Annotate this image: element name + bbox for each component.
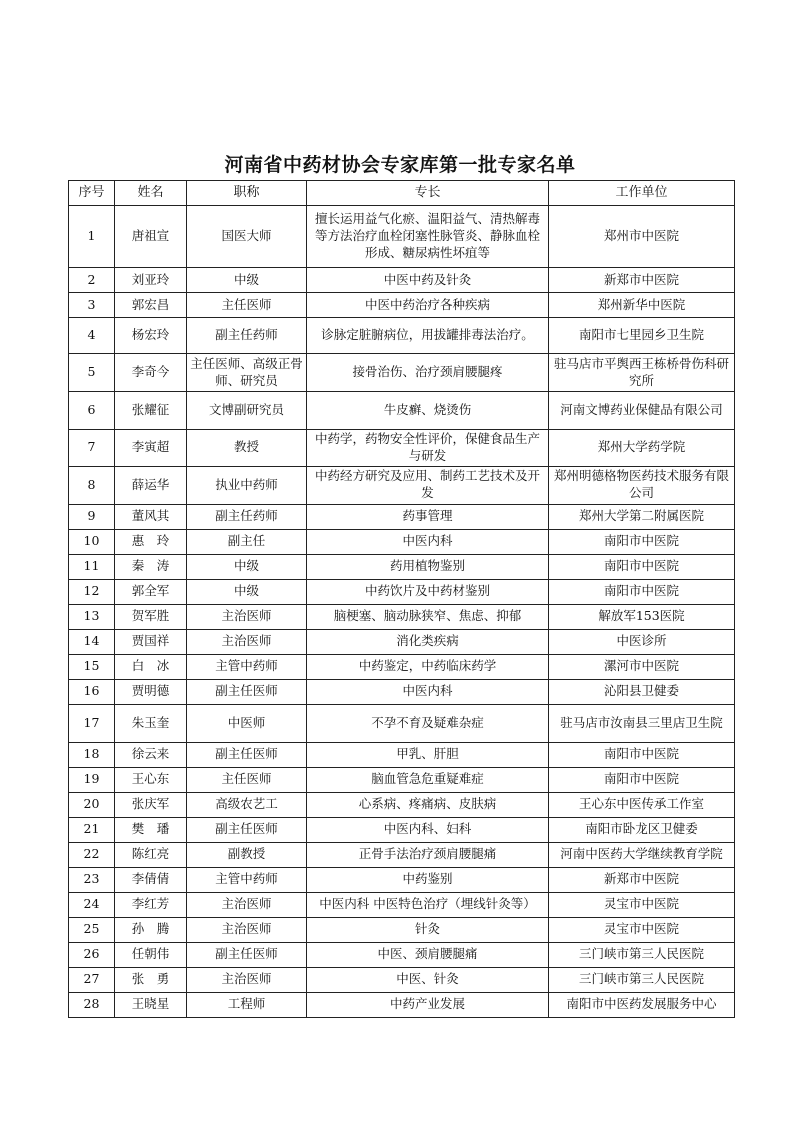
cell-no: 11	[69, 554, 115, 579]
cell-unit: 南阳市中医院	[549, 767, 735, 792]
cell-title: 文博副研究员	[187, 392, 307, 430]
cell-no: 4	[69, 318, 115, 354]
cell-no: 18	[69, 742, 115, 767]
cell-unit: 解放军153医院	[549, 604, 735, 629]
cell-no: 9	[69, 504, 115, 529]
cell-name: 郭宏昌	[115, 293, 187, 318]
cell-title: 副主任医师	[187, 817, 307, 842]
cell-title: 副主任医师	[187, 742, 307, 767]
cell-unit: 南阳市中医药发展服务中心	[549, 992, 735, 1017]
cell-specialty: 中医、颈肩腰腿痛	[307, 942, 549, 967]
table-row	[69, 654, 735, 679]
table-row	[69, 967, 735, 992]
cell-unit: 沁阳县卫健委	[549, 679, 735, 704]
cell-no: 17	[69, 704, 115, 742]
table-row	[69, 392, 735, 430]
cell-specialty: 接骨治伤、治疗颈肩腰腿疼	[307, 354, 549, 392]
cell-specialty: 中药学，药物安全性评价，保健食品生产与研发	[307, 430, 549, 467]
cell-name: 贾国祥	[115, 629, 187, 654]
cell-no: 24	[69, 892, 115, 917]
cell-unit: 郑州大学第二附属医院	[549, 504, 735, 529]
cell-specialty: 药事管理	[307, 504, 549, 529]
page-title: 河南省中药材协会专家库第一批专家名单	[224, 154, 576, 176]
cell-title: 教授	[187, 430, 307, 467]
table-body	[69, 206, 735, 1018]
table-row	[69, 466, 735, 504]
table-row	[69, 679, 735, 704]
cell-no: 7	[69, 430, 115, 467]
table-row	[69, 629, 735, 654]
table-row	[69, 992, 735, 1017]
cell-no: 26	[69, 942, 115, 967]
cell-specialty: 脑梗塞、脑动脉狭窄、焦虑、抑郁	[307, 604, 549, 629]
table-row	[69, 206, 735, 268]
cell-unit: 河南中医药大学继续教育学院	[549, 842, 735, 867]
cell-no: 27	[69, 967, 115, 992]
cell-no: 12	[69, 579, 115, 604]
table-row	[69, 604, 735, 629]
cell-title: 副主任	[187, 529, 307, 554]
cell-no: 1	[69, 206, 115, 268]
header-no: 序号	[69, 181, 115, 206]
cell-title: 主治医师	[187, 629, 307, 654]
cell-unit: 郑州明德格物医药技术服务有限公司	[549, 466, 735, 504]
cell-name: 唐祖宣	[115, 206, 187, 268]
cell-specialty: 中医中药治疗各种疾病	[307, 293, 549, 318]
cell-title: 主治医师	[187, 892, 307, 917]
cell-title: 副教授	[187, 842, 307, 867]
cell-name: 孙 腾	[115, 917, 187, 942]
cell-name: 陈红亮	[115, 842, 187, 867]
cell-title: 工程师	[187, 992, 307, 1017]
cell-unit: 郑州市中医院	[549, 206, 735, 268]
table-row	[69, 792, 735, 817]
cell-specialty: 中药鉴别	[307, 867, 549, 892]
cell-title: 国医大师	[187, 206, 307, 268]
header-specialty: 专长	[307, 181, 549, 206]
cell-name: 薛运华	[115, 466, 187, 504]
cell-specialty: 中医、针灸	[307, 967, 549, 992]
cell-specialty: 诊脉定脏腑病位，用拔罐排毒法治疗。	[307, 318, 549, 354]
cell-unit: 南阳市中医院	[549, 554, 735, 579]
table-row	[69, 430, 735, 467]
table-row	[69, 554, 735, 579]
cell-unit: 南阳市卧龙区卫健委	[549, 817, 735, 842]
cell-specialty: 心系病、疼痛病、皮肤病	[307, 792, 549, 817]
cell-specialty: 消化类疾病	[307, 629, 549, 654]
cell-title: 副主任药师	[187, 504, 307, 529]
cell-unit: 南阳市七里园乡卫生院	[549, 318, 735, 354]
cell-unit: 灵宝市中医院	[549, 917, 735, 942]
cell-name: 张耀征	[115, 392, 187, 430]
cell-specialty: 脑血管急危重疑难症	[307, 767, 549, 792]
cell-name: 任朝伟	[115, 942, 187, 967]
table-row	[69, 942, 735, 967]
cell-specialty: 不孕不育及疑难杂症	[307, 704, 549, 742]
cell-no: 2	[69, 268, 115, 293]
cell-name: 朱玉奎	[115, 704, 187, 742]
table-row	[69, 842, 735, 867]
cell-name: 秦 涛	[115, 554, 187, 579]
cell-specialty: 中医内科	[307, 679, 549, 704]
cell-title: 主任医师	[187, 293, 307, 318]
table-row	[69, 268, 735, 293]
cell-no: 5	[69, 354, 115, 392]
cell-specialty: 擅长运用益气化瘀、温阳益气、清热解毒等方法治疗血栓闭塞性脉管炎、静脉血栓形成、糖尿病性坏疽等	[307, 206, 549, 268]
cell-title: 主任医师	[187, 767, 307, 792]
cell-name: 王晓星	[115, 992, 187, 1017]
cell-name: 李倩倩	[115, 867, 187, 892]
cell-title: 副主任医师	[187, 679, 307, 704]
cell-no: 25	[69, 917, 115, 942]
table-row	[69, 504, 735, 529]
table-row	[69, 742, 735, 767]
cell-unit: 南阳市中医院	[549, 529, 735, 554]
cell-no: 14	[69, 629, 115, 654]
cell-no: 16	[69, 679, 115, 704]
header-title: 职称	[187, 181, 307, 206]
cell-specialty: 中药饮片及中药材鉴别	[307, 579, 549, 604]
cell-name: 杨宏玲	[115, 318, 187, 354]
cell-unit: 南阳市中医院	[549, 579, 735, 604]
table-row	[69, 867, 735, 892]
cell-specialty: 中医内科 中医特色治疗（埋线针灸等）	[307, 892, 549, 917]
table-row	[69, 318, 735, 354]
cell-unit: 驻马店市平舆西王栋桥骨伤科研究所	[549, 354, 735, 392]
cell-name: 樊 璠	[115, 817, 187, 842]
cell-title: 副主任药师	[187, 318, 307, 354]
cell-no: 10	[69, 529, 115, 554]
cell-title: 执业中药师	[187, 466, 307, 504]
cell-title: 主治医师	[187, 967, 307, 992]
table-row	[69, 579, 735, 604]
cell-no: 28	[69, 992, 115, 1017]
cell-no: 23	[69, 867, 115, 892]
expert-table	[68, 180, 735, 1018]
cell-no: 20	[69, 792, 115, 817]
cell-unit: 漯河市中医院	[549, 654, 735, 679]
cell-unit: 新郑市中医院	[549, 268, 735, 293]
cell-name: 贺军胜	[115, 604, 187, 629]
cell-no: 8	[69, 466, 115, 504]
cell-specialty: 中药经方研究及应用、制药工艺技术及开发	[307, 466, 549, 504]
cell-title: 中医师	[187, 704, 307, 742]
cell-specialty: 正骨手法治疗颈肩腰腿痛	[307, 842, 549, 867]
cell-name: 郭全军	[115, 579, 187, 604]
cell-title: 主治医师	[187, 917, 307, 942]
cell-unit: 三门峡市第三人民医院	[549, 967, 735, 992]
header-name: 姓名	[115, 181, 187, 206]
cell-name: 张 勇	[115, 967, 187, 992]
table-row	[69, 917, 735, 942]
cell-specialty: 药用植物鉴别	[307, 554, 549, 579]
cell-no: 3	[69, 293, 115, 318]
table-header-row	[69, 181, 735, 206]
cell-specialty: 针灸	[307, 917, 549, 942]
cell-name: 李寅超	[115, 430, 187, 467]
cell-name: 白 冰	[115, 654, 187, 679]
cell-name: 惠 玲	[115, 529, 187, 554]
cell-specialty: 牛皮癣、烧烫伤	[307, 392, 549, 430]
cell-name: 刘亚玲	[115, 268, 187, 293]
cell-title: 副主任医师	[187, 942, 307, 967]
cell-title: 主管中药师	[187, 654, 307, 679]
cell-unit: 三门峡市第三人民医院	[549, 942, 735, 967]
cell-unit: 南阳市中医院	[549, 742, 735, 767]
cell-unit: 郑州新华中医院	[549, 293, 735, 318]
cell-specialty: 中药产业发展	[307, 992, 549, 1017]
cell-title: 高级农艺工	[187, 792, 307, 817]
cell-title: 中级	[187, 579, 307, 604]
cell-name: 李红芳	[115, 892, 187, 917]
cell-unit: 河南文博药业保健品有限公司	[549, 392, 735, 430]
cell-no: 21	[69, 817, 115, 842]
cell-specialty: 中医中药及针灸	[307, 268, 549, 293]
cell-title: 主管中药师	[187, 867, 307, 892]
table-row	[69, 293, 735, 318]
cell-unit: 中医诊所	[549, 629, 735, 654]
header-unit: 工作单位	[549, 181, 735, 206]
cell-unit: 新郑市中医院	[549, 867, 735, 892]
cell-unit: 王心东中医传承工作室	[549, 792, 735, 817]
cell-specialty: 甲乳、肝胆	[307, 742, 549, 767]
table-row	[69, 817, 735, 842]
table-row	[69, 767, 735, 792]
cell-no: 22	[69, 842, 115, 867]
cell-name: 徐云来	[115, 742, 187, 767]
cell-unit: 驻马店市汝南县三里店卫生院	[549, 704, 735, 742]
cell-no: 19	[69, 767, 115, 792]
table-row	[69, 529, 735, 554]
cell-title: 主任医师、高级正骨师、研究员	[187, 354, 307, 392]
table-row	[69, 892, 735, 917]
table-row	[69, 704, 735, 742]
cell-name: 李奇今	[115, 354, 187, 392]
cell-title: 中级	[187, 268, 307, 293]
cell-unit: 郑州大学药学院	[549, 430, 735, 467]
cell-specialty: 中药鉴定，中药临床药学	[307, 654, 549, 679]
cell-unit: 灵宝市中医院	[549, 892, 735, 917]
cell-name: 贾明德	[115, 679, 187, 704]
cell-no: 15	[69, 654, 115, 679]
cell-no: 6	[69, 392, 115, 430]
cell-title: 主治医师	[187, 604, 307, 629]
cell-no: 13	[69, 604, 115, 629]
cell-specialty: 中医内科、妇科	[307, 817, 549, 842]
cell-name: 王心东	[115, 767, 187, 792]
cell-specialty: 中医内科	[307, 529, 549, 554]
cell-title: 中级	[187, 554, 307, 579]
cell-name: 董风其	[115, 504, 187, 529]
cell-name: 张庆军	[115, 792, 187, 817]
table-row	[69, 354, 735, 392]
